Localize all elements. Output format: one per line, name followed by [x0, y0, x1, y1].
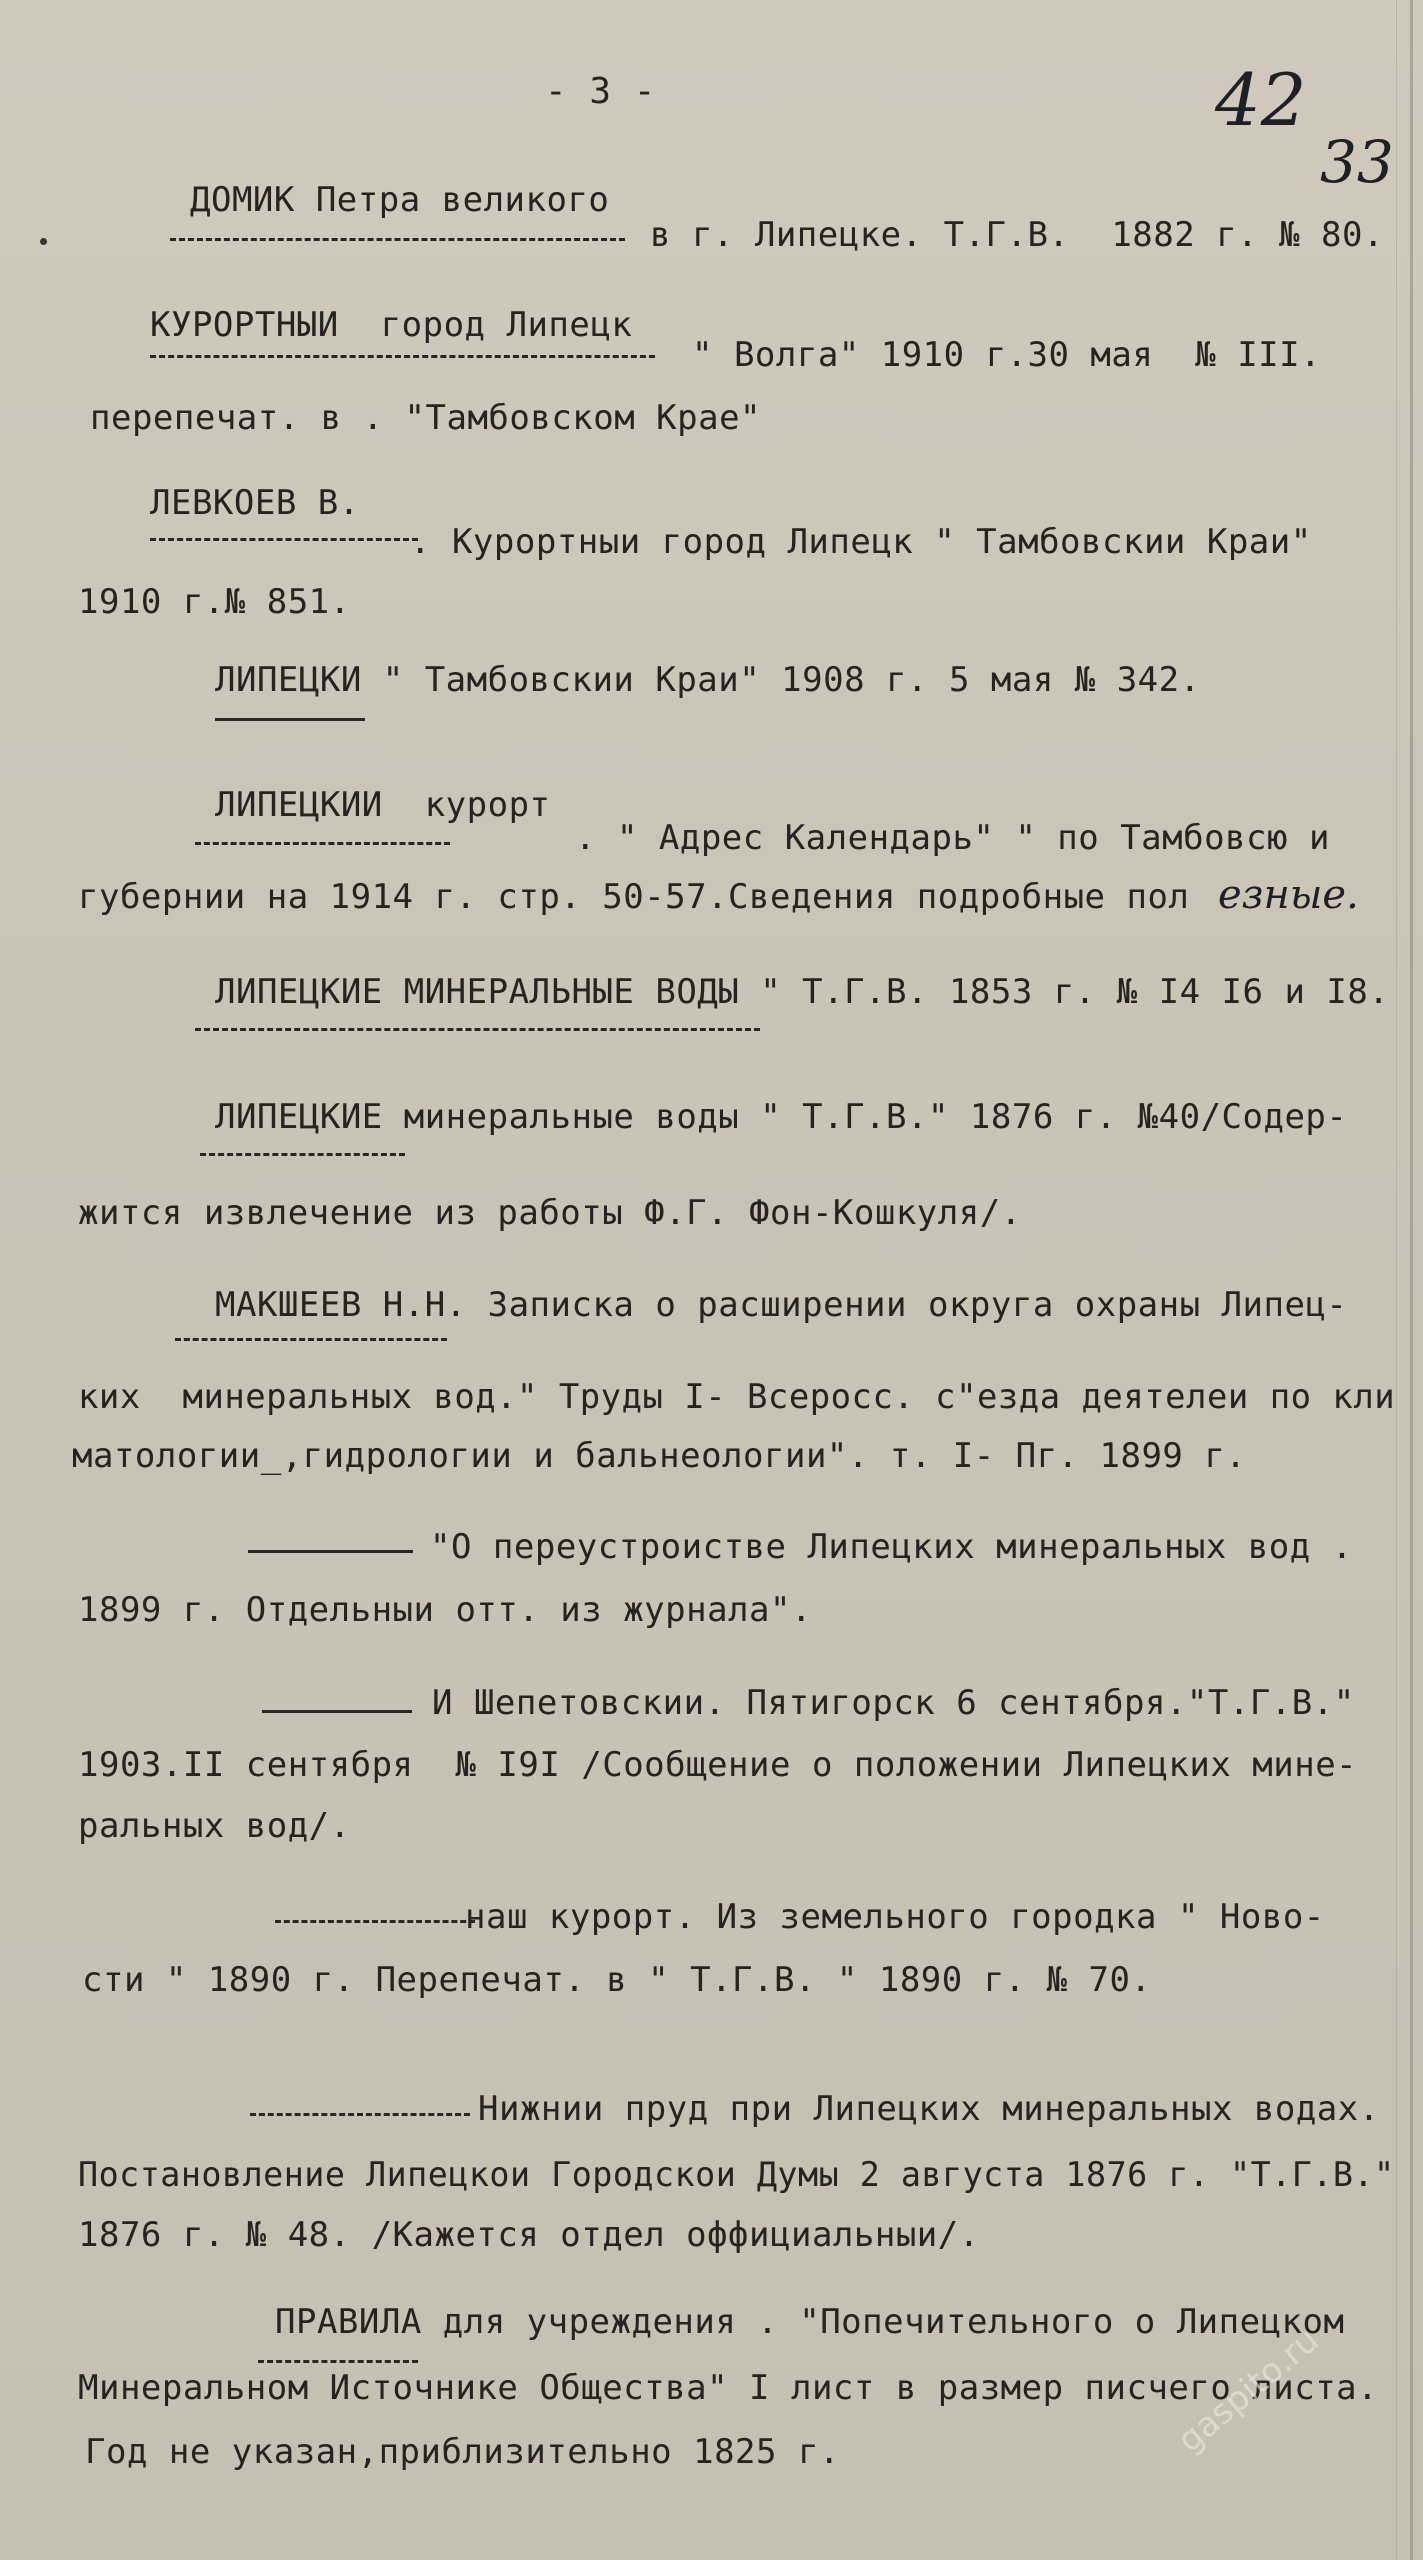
entry-12-line-3: 1876 г. № 48. /Кажется отдел оффициальныи/.: [78, 2215, 980, 2255]
page-edge: [1410, 0, 1413, 2560]
entry-7-title: ЛИПЕЦКИЕ минеральные воды " Т.Г.В." 1876 г. №40/Содер-: [215, 1097, 1348, 1137]
page-edge-shadow: [1396, 0, 1397, 2560]
entry-1-underline: [170, 238, 625, 241]
entry-8-line-2: ких минеральных вод." Труды I- Всеросс. с"езда деятелеи по кли: [78, 1377, 1396, 1417]
entry-4-title: ЛИПЕЦКИ " Тамбовскии Краи" 1908 г. 5 мая № 342.: [215, 660, 1201, 700]
entry-3-author: ЛЕВКОЕВ В.: [150, 483, 360, 523]
entry-7-note: жится извлечение из работы Ф.Г. Фон-Кошкуля/.: [78, 1193, 1022, 1233]
entry-8-title: МАКШЕЕВ Н.Н. Записка о расширении округа охраны Липец-: [215, 1285, 1348, 1325]
entry-10-title: И Шепетовскии. Пятигорск 6 сентября."Т.Г.В.": [432, 1683, 1355, 1723]
archive-mark-sheet: 42: [1215, 58, 1307, 142]
watermark: gaspito.ru: [1170, 2320, 1327, 2461]
entry-12-title: Нижнии пруд при Липецких минеральных водах.: [478, 2089, 1380, 2129]
archive-mark-page: 33: [1320, 128, 1394, 196]
entry-13-underline: [258, 2360, 418, 2363]
margin-dot: [40, 238, 47, 245]
entry-4-underline: [215, 718, 365, 721]
entry-12-line-2: Постановление Липецкои Городскои Думы 2 августа 1876 г. "Т.Г.В.": [78, 2155, 1395, 2195]
page-number: - 3 -: [545, 71, 656, 112]
entry-5-title: ЛИПЕЦКИИ курорт: [215, 785, 551, 825]
entry-11-ditto-line: [275, 1920, 475, 1923]
entry-5-source: . " Адрес Календарь" " по Тамбовсю и: [575, 818, 1330, 858]
entry-13-line-3: Год не указан,приблизительно 1825 г.: [85, 2432, 840, 2472]
entry-6-title: ЛИПЕЦКИЕ МИНЕРАЛЬНЫЕ ВОДЫ " Т.Г.В. 1853 г. № I4 I6 и I8.: [215, 972, 1390, 1012]
entry-6-underline: [195, 1028, 760, 1031]
entry-1-title: ДОМИК Петра великого: [190, 180, 610, 220]
entry-1-source: в г. Липецке. Т.Г.В. 1882 г. № 80.: [650, 215, 1384, 255]
entry-10-ditto-line: [262, 1710, 412, 1713]
entry-8-underline: [175, 1338, 447, 1341]
entry-13-line-2: Минеральном Источнике Общества" I лист в размер писчего листа.: [78, 2368, 1379, 2408]
entry-9-title: "О переустроистве Липецких минеральных вод .: [430, 1527, 1353, 1567]
entry-9-ditto-line: [248, 1550, 413, 1553]
entry-9-note: 1899 г. Отдельныи отт. из журнала".: [78, 1590, 812, 1630]
entry-7-underline: [200, 1153, 405, 1156]
entry-2-note: перепечат. в . "Тамбовском Крае": [90, 398, 762, 438]
entry-5-underline: [195, 842, 450, 845]
entry-2-title: КУРОРТНЫИ город Липецк: [150, 305, 633, 345]
entry-10-line-2: 1903.II сентября № I9I /Сообщение о положении Липецких мине-: [78, 1745, 1358, 1785]
entry-12-ditto-line: [250, 2113, 470, 2116]
entry-13-title: ПРАВИЛА для учреждения . "Попечительного о Липецком: [275, 2302, 1345, 2342]
entry-2-underline: [150, 355, 655, 358]
entry-3-issue: 1910 г.№ 851.: [78, 582, 351, 622]
entry-3-title: . Курортныи город Липецк " Тамбовскии Краи": [410, 522, 1312, 562]
entry-10-line-3: ральных вод/.: [78, 1806, 351, 1846]
entry-5-handwritten: езные.: [1218, 872, 1359, 918]
entry-2-source: " Волга" 1910 г.30 мая № III.: [692, 335, 1322, 375]
entry-3-underline: [150, 538, 418, 541]
entry-5-note: губернии на 1914 г. стр. 50-57.Сведения подробные пол: [78, 877, 1190, 917]
entry-11-title: наш курорт. Из земельного городка " Ново-: [465, 1897, 1325, 1937]
entry-11-note: сти " 1890 г. Перепечат. в " Т.Г.В. " 1890 г. № 70.: [82, 1960, 1152, 2000]
entry-8-line-3: матологии_,гидрологии и бальнеологии". т. I- Пг. 1899 г.: [72, 1436, 1247, 1476]
